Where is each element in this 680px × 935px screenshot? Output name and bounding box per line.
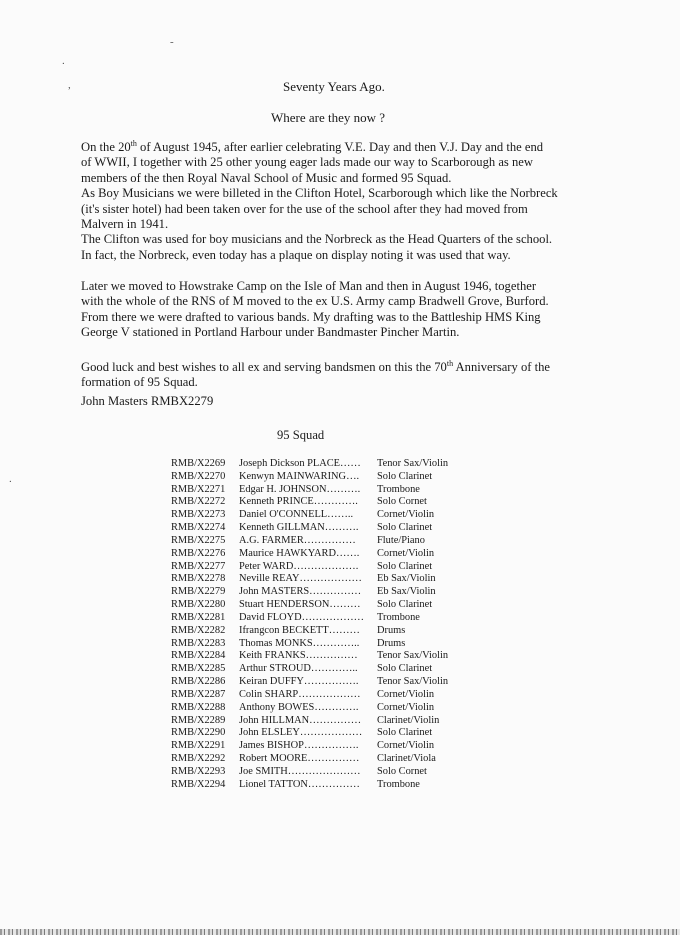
signature: John Masters RMBX2279 bbox=[81, 394, 214, 408]
member-name: Robert MOORE…………… bbox=[239, 753, 360, 765]
instrument: Solo Clarinet bbox=[377, 560, 433, 572]
service-number: RMB/X2294 bbox=[171, 778, 226, 790]
member-name: Arthur STROUD………….. bbox=[239, 663, 358, 675]
service-number: RMB/X2293 bbox=[171, 765, 226, 777]
member-name: A.G. FARMER…………… bbox=[239, 534, 356, 546]
roster-row bbox=[171, 548, 491, 561]
roster-table bbox=[171, 458, 491, 792]
instrument: Cornet/Violin bbox=[377, 509, 435, 521]
member-name: Joe SMITH………………… bbox=[239, 765, 361, 777]
member-name: Maurice HAWKYARD……. bbox=[239, 547, 360, 559]
roster-row bbox=[171, 702, 491, 715]
member-name: Anthony BOWES…………. bbox=[239, 701, 359, 713]
instrument: Trombone bbox=[377, 611, 420, 623]
instrument: Solo Cornet bbox=[377, 765, 427, 777]
roster-row bbox=[171, 573, 491, 586]
member-name: Keith FRANKS…………… bbox=[239, 650, 358, 662]
service-number: RMB/X2276 bbox=[171, 547, 226, 559]
roster-row bbox=[171, 715, 491, 728]
roster-row bbox=[171, 522, 491, 535]
member-name: Peter WARD………………. bbox=[239, 560, 359, 572]
service-number: RMB/X2285 bbox=[171, 663, 226, 675]
member-name: Stuart HENDERSON……… bbox=[239, 599, 361, 611]
roster-row bbox=[171, 509, 491, 522]
member-name: Daniel O'CONNELL…….. bbox=[239, 509, 354, 521]
roster-row bbox=[171, 753, 491, 766]
paragraph-line: In fact, the Norbreck, even today has a plaque on display noting it was used that way. bbox=[81, 247, 511, 262]
paragraph-line: members of the then Royal Naval School of Music and formed 95 Squad. bbox=[81, 170, 452, 185]
roster-row bbox=[171, 766, 491, 779]
paragraph-line: From there we were drafted to various bands. My drafting was to the Battleship HMS King bbox=[81, 309, 541, 324]
member-name: Neville REAY……………… bbox=[239, 573, 362, 585]
instrument: Clarinet/Viola bbox=[377, 753, 436, 765]
service-number: RMB/X2280 bbox=[171, 599, 226, 611]
roster-row bbox=[171, 676, 491, 689]
service-number: RMB/X2284 bbox=[171, 650, 226, 662]
instrument: Drums bbox=[377, 624, 406, 636]
instrument: Tenor Sax/Violin bbox=[377, 650, 449, 662]
paragraph-line: As Boy Musicians we were billeted in the Clifton Hotel, Scarborough which like the Norbreck bbox=[81, 186, 558, 201]
service-number: RMB/X2283 bbox=[171, 637, 226, 649]
service-number: RMB/X2272 bbox=[171, 496, 226, 508]
service-number: RMB/X2277 bbox=[171, 560, 226, 572]
instrument: Cornet/Violin bbox=[377, 740, 435, 752]
member-name: Keiran DUFFY……………. bbox=[239, 676, 359, 688]
paragraph-line: Later we moved to Howstrake Camp on the Isle of Man and then in August 1946, together bbox=[81, 279, 537, 293]
instrument: Eb Sax/Violin bbox=[377, 586, 436, 598]
service-number: RMB/X2275 bbox=[171, 534, 226, 546]
member-name: Kenwyn MAINWARING…. bbox=[239, 470, 360, 482]
roster-row bbox=[171, 599, 491, 612]
member-name: James BISHOP……………. bbox=[239, 740, 359, 752]
service-number: RMB/X2271 bbox=[171, 483, 226, 495]
roster-row bbox=[171, 458, 491, 471]
stray-mark: . bbox=[62, 55, 65, 67]
paragraph-line: (it's sister hotel) had been taken over for the use of the school after they had moved from bbox=[81, 201, 528, 216]
member-name: Joseph Dickson PLACE…… bbox=[239, 458, 361, 469]
stray-mark: - bbox=[170, 36, 174, 48]
instrument: Trombone bbox=[377, 778, 420, 790]
member-name: John MASTERS…………… bbox=[239, 586, 362, 598]
instrument: Solo Clarinet bbox=[377, 663, 433, 675]
roster-row bbox=[171, 586, 491, 599]
roster-title: 95 Squad bbox=[277, 428, 325, 442]
instrument: Clarinet/Violin bbox=[377, 714, 440, 726]
service-number: RMB/X2292 bbox=[171, 753, 226, 765]
instrument: Flute/Piano bbox=[377, 534, 425, 546]
paragraph-line: Malvern in 1941. bbox=[81, 216, 169, 231]
instrument: Cornet/Violin bbox=[377, 547, 435, 559]
roster-row bbox=[171, 484, 491, 497]
member-name: Lionel TATTON…………… bbox=[239, 778, 360, 790]
instrument: Cornet/Violin bbox=[377, 701, 435, 713]
service-number: RMB/X2273 bbox=[171, 509, 226, 521]
instrument: Trombone bbox=[377, 483, 420, 495]
member-name: Kenneth GILLMAN………. bbox=[239, 522, 359, 534]
service-number: RMB/X2274 bbox=[171, 522, 226, 534]
instrument: Solo Clarinet bbox=[377, 727, 433, 739]
paragraph-line: of WWII, I together with 25 other young eager lads made our way to Scarborough as new bbox=[81, 155, 533, 170]
paragraph-1 bbox=[81, 140, 558, 263]
document-subtitle: Where are they now ? bbox=[271, 110, 386, 125]
service-number: RMB/X2279 bbox=[171, 586, 226, 598]
roster-row bbox=[171, 535, 491, 548]
paragraph-line: George V stationed in Portland Harbour under Bandmaster Pincher Martin. bbox=[81, 325, 460, 340]
service-number: RMB/X2286 bbox=[171, 676, 226, 688]
paragraph-2 bbox=[81, 279, 549, 341]
instrument: Solo Clarinet bbox=[377, 599, 433, 611]
instrument: Eb Sax/Violin bbox=[377, 573, 436, 585]
member-name: John ELSLEY……………… bbox=[239, 727, 363, 739]
roster-row bbox=[171, 740, 491, 753]
document-title: Seventy Years Ago. bbox=[283, 79, 385, 94]
stray-mark: . bbox=[9, 473, 12, 485]
roster-row bbox=[171, 638, 491, 651]
paragraph-line: Good luck and best wishes to all ex and serving bandsmen on this the 70th Anniversary of the bbox=[81, 358, 550, 374]
roster-row bbox=[171, 779, 491, 792]
service-number: RMB/X2269 bbox=[171, 458, 226, 469]
member-name: David FLOYD……………… bbox=[239, 611, 364, 623]
instrument: Solo Cornet bbox=[377, 496, 427, 508]
member-name: Ifrangcon BECKETT……… bbox=[239, 624, 360, 636]
paragraph-3 bbox=[81, 360, 550, 391]
paragraph-line: On the 20th of August 1945, after earlier celebrating V.E. Day and then V.J. Day and the end bbox=[81, 138, 544, 154]
service-number: RMB/X2291 bbox=[171, 740, 226, 752]
member-name: Colin SHARP……………… bbox=[239, 688, 361, 700]
paragraph-line: The Clifton was used for boy musicians and the Norbreck as the Head Quarters of the school. bbox=[81, 232, 553, 247]
scan-edge bbox=[0, 929, 680, 935]
instrument: Solo Clarinet bbox=[377, 470, 433, 482]
instrument: Tenor Sax/Violin bbox=[377, 676, 449, 688]
member-name: Thomas MONKS………….. bbox=[239, 637, 360, 649]
instrument: Tenor Sax/Violin bbox=[377, 458, 449, 469]
roster-row bbox=[171, 650, 491, 663]
roster-row bbox=[171, 471, 491, 484]
roster-row bbox=[171, 625, 491, 638]
roster-row bbox=[171, 561, 491, 574]
paragraph-line: with the whole of the RNS of M moved to the ex U.S. Army camp Bradwell Grove, Burford. bbox=[81, 294, 549, 309]
service-number: RMB/X2270 bbox=[171, 470, 226, 482]
service-number: RMB/X2282 bbox=[171, 624, 226, 636]
roster-row bbox=[171, 496, 491, 509]
member-name: John HILLMAN…………… bbox=[239, 714, 362, 726]
service-number: RMB/X2278 bbox=[171, 573, 226, 585]
instrument: Solo Clarinet bbox=[377, 522, 433, 534]
roster-row bbox=[171, 663, 491, 676]
stray-mark: , bbox=[68, 79, 71, 91]
member-name: Edgar H. JOHNSON………. bbox=[239, 483, 361, 495]
roster-row bbox=[171, 689, 491, 702]
service-number: RMB/X2288 bbox=[171, 701, 226, 713]
roster-row bbox=[171, 612, 491, 625]
service-number: RMB/X2281 bbox=[171, 611, 226, 623]
roster-row bbox=[171, 727, 491, 740]
service-number: RMB/X2289 bbox=[171, 714, 226, 726]
service-number: RMB/X2287 bbox=[171, 688, 226, 700]
instrument: Cornet/Violin bbox=[377, 688, 435, 700]
paragraph-line: formation of 95 Squad. bbox=[81, 375, 198, 390]
service-number: RMB/X2290 bbox=[171, 727, 226, 739]
member-name: Kenneth PRINCE…………. bbox=[239, 496, 358, 508]
instrument: Drums bbox=[377, 637, 406, 649]
